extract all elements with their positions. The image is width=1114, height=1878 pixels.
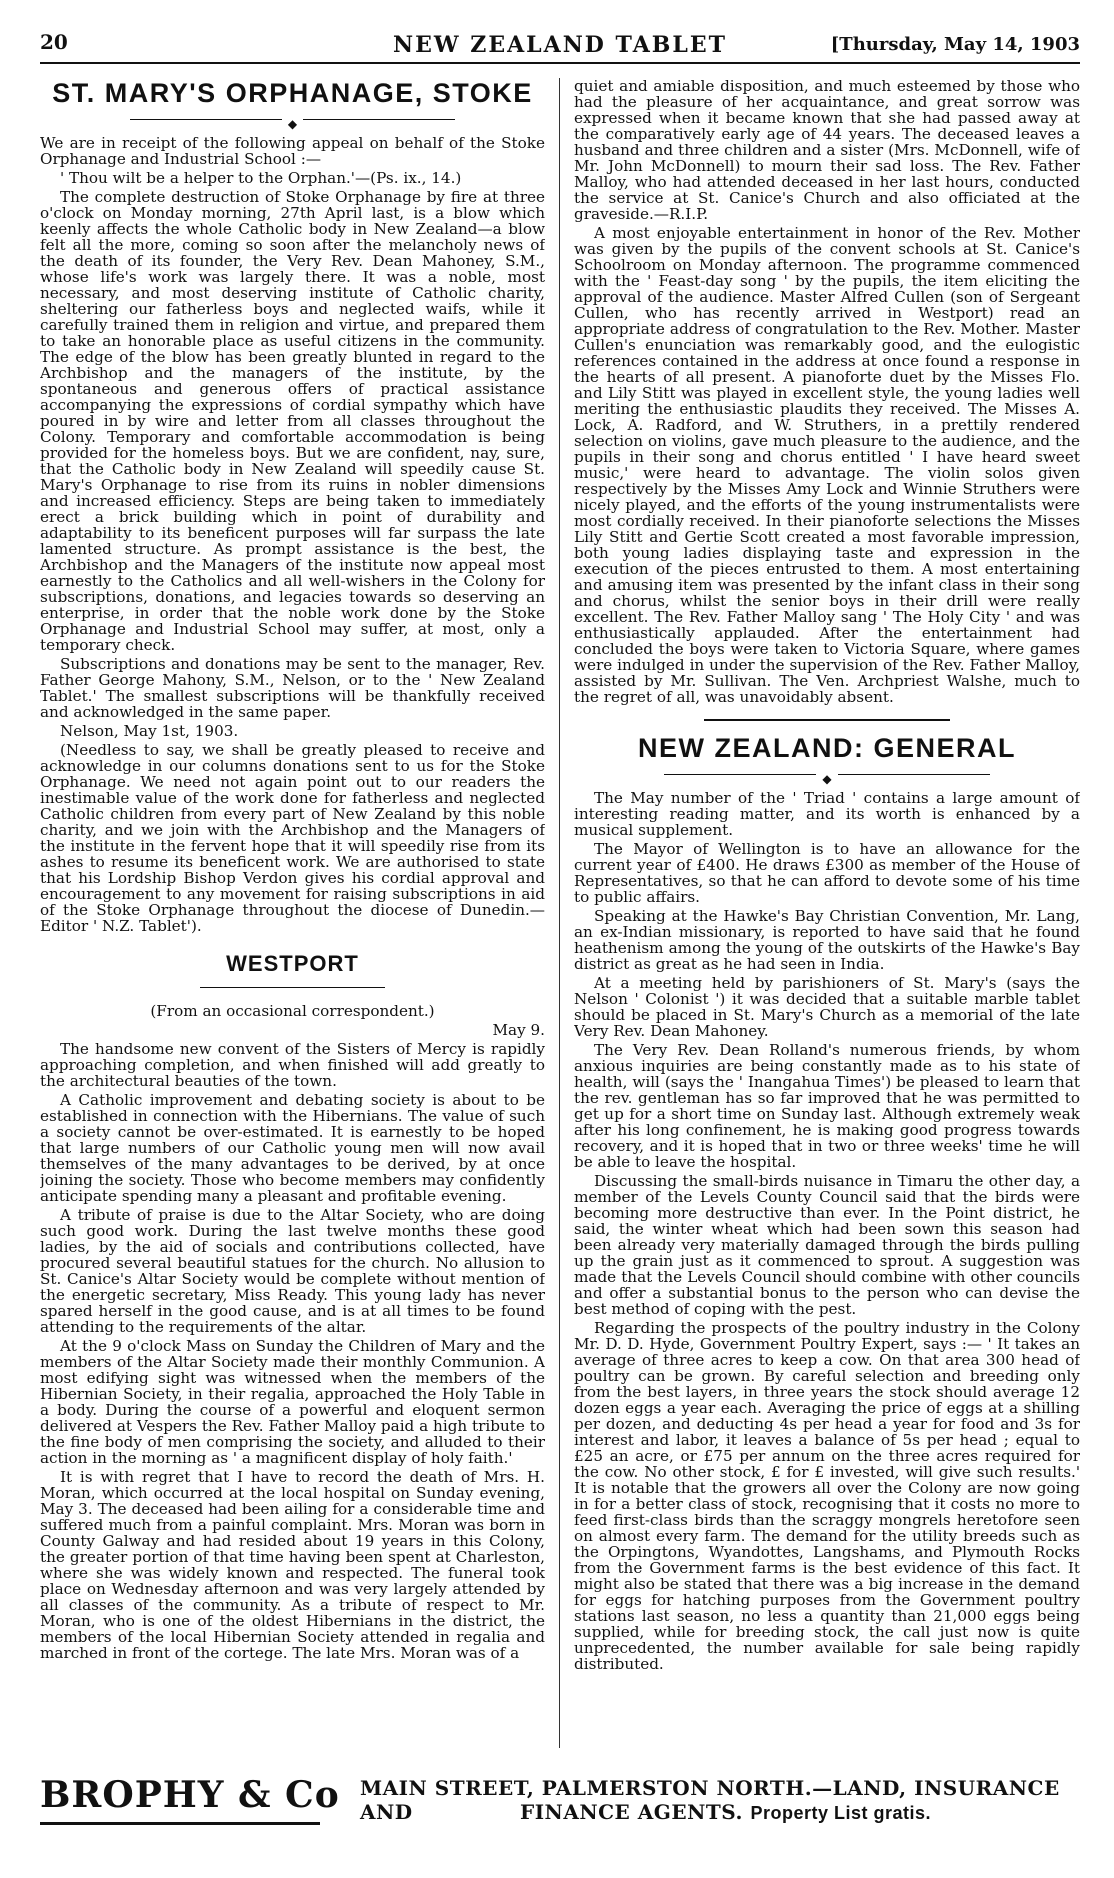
- heading-ornament: [40, 981, 545, 995]
- article-paragraph: It is with regret that I have to record the death of Mrs. H. Moran, which occurred at the local hospital on Sunday evening, May 3. The deceased had been ailing for a considerable time and suffered much from a painful complaint. Mrs. Moran was born in County Galway and had resided about 19 years in this Colony, the greater portion of that time having been spent at Charleston, where she was widely known and respected. The funeral took place on Wednesday afternoon and was very largely attended by all classes of the community. As a tribute of respect to Mr. Moran, who is one of the oldest Hibernians in the district, the members of the local Hibernian Society attended in regalia and marched in front of the cortege. The late Mrs. Moran was of a: [40, 1468, 545, 1662]
- diamond-icon: ◆: [816, 772, 837, 786]
- article-paragraph: A tribute of praise is due to the Altar Society, who are doing such good work. During the last twelve months these good ladies, by the aid of socials and contributions collected, have procured several beautiful statues for the church. No allusion to St. Canice's Altar Society would be complete without mention of the energetic secretary, Miss Ready. This young lady has never spared herself in the good cause, and is at all times to be found attending to the requirements of the altar.: [40, 1206, 545, 1336]
- article-paragraph: Speaking at the Hawke's Bay Christian Convention, Mr. Lang, an ex-Indian missionary, is reported to have said that he found heathenism among the young of the outskirts of the Hawke's Bay district as great as he had seen in India.: [574, 907, 1080, 973]
- article-dateline: Nelson, May 1st, 1903.: [60, 722, 239, 740]
- article-paragraph: At the 9 o'clock Mass on Sunday the Children of Mary and the members of the Altar Society made their monthly Communion. A most edifying sight was witnessed when the members of the Hibernian Society, in their regalia, approached the Holy Table in a body. During the course of a powerful and eloquent sermon delivered at Vespers the Rev. Father Malloy paid a high tribute to the fine body of men comprising the society, and alluded to their action in the morning as ' a magnificent display of holy faith.': [40, 1337, 545, 1467]
- issue-date: [Thursday, May 14, 1903: [830, 34, 1080, 55]
- scripture-quote: ' Thou wilt be a helper to the Orphan.'—(Ps. ix., 14.): [60, 169, 462, 187]
- advertiser-services: [520, 1800, 931, 1824]
- advertiser-address: MAIN STREET, PALMERSTON NORTH.—LAND, INSURANCE AND: [360, 1776, 1060, 1824]
- article-paragraph: Regarding the prospects of the poultry industry in the Colony Mr. D. D. Hyde, Government Poultry Expert, says :— ' It takes an average of three acres to keep a cow. On that area 300 head of poultry can be grown. By careful selection and breeding only from the best layers, in three years the stock should average 12 dozen eggs a year each. Averaging the price of eggs at a shilling per dozen, and deducting 4s per head a year for food and 3s for interest and labor, it leaves a balance of 5s per head ; equal to £25 an acre, or £75 per annum on the three acres required for the cow. No other stock, £ for £ invested, will give such results.' It is notable that the growers all over the Colony are now going in for a better class of stock, recognising that it costs no more to feed first-class birds than the scraggy mongrels heretofore seen on almost every farm. The demand for the utility breeds such as the Orpingtons, Wyandottes, Langshams, and Plymouth Rocks from the Government farms is the best evidence of this fact. It might also be stated that there was a big increase in the demand for eggs for hatching purposes from the Government poultry stations last season, no less a quantity than 21,000 eggs being supplied, while for breeding stock, the call just now is quite unprecedented, the number available for sale being rapidly distributed.: [574, 1319, 1080, 1673]
- left-column: [40, 78, 545, 1748]
- byline: (From an occasional correspondent.): [150, 1002, 435, 1020]
- article-paragraph: Discussing the small-birds nuisance in Timaru the other day, a member of the Levels County Council said that the birds were becoming more destructive than ever. In the Point district, he said, the winter wheat which had been sown this season had been already very materially damaged through the birds pulling up the grain just as it commenced to sprout. A suggestion was made that the Levels Council should combine with other councils and offer a substantial bonus to the person who can devise the best method of coping with the pest.: [574, 1172, 1080, 1318]
- article-paragraph: Subscriptions and donations may be sent to the manager, Rev. Father George Mahony, S.M., Nelson, or to the ' New Zealand Tablet.' The smallest subscriptions will be thankfully received and acknowledged in the same paper.: [40, 655, 545, 721]
- heading-ornament: [40, 113, 545, 131]
- article-paragraph: quiet and amiable disposition, and much esteemed by those who had the pleasure of her acquaintance, and great sorrow was expressed when it became known that she had passed away at the comparatively early age of 44 years. The deceased leaves a husband and three children and a sister (Mrs. McDonnell, wife of Mr. John McDonnell) to mourn their sad loss. The Rev. Father Malloy, who had attended deceased in her last hours, conducted the service at St. Canice's Church and also officiated at the graveside.—R.I.P.: [574, 78, 1080, 223]
- article-paragraph: The complete destruction of Stoke Orphanage by fire at three o'clock on Monday morning, 27th April last, is a blow which keenly affects the whole Catholic body in New Zealand—a blow felt all the more, coming so soon after the melancholy news of the death of its founder, the Very Rev. Dean Mahoney, S.M., whose life's work was largely there. It was a noble, most necessary, and most deserving institute of Catholic charity, sheltering our fatherless boys and neglected waifs, while it carefully trained them in religion and virtue, and prepared them to take an honorable place as useful citizens in the community. The edge of the blow has been greatly blunted in regard to the Archbishop and the managers of the institute, by the spontaneous and generous offers of practical assistance accompanying the expressions of cordial sympathy which have poured in by wire and letter from all classes throughout the Colony. Temporary and comfortable accommodation is being provided for the homeless boys. But we are confident, nay, sure, that the Catholic body in New Zealand will speedily cause St. Mary's Orphanage to rise from its ruins in nobler dimensions and increased efficiency. Steps are being taken to immediately erect a brick building which in point of durability and adaptability to its beneficent purposes will far surpass the late lamented structure. As prompt assistance is the best, the Archbishop and the Managers of the institute now appeal most earnestly to the Catholics and all well-wishers in the Colony for subscriptions, donations, and legacies towards so deserving an enterprise, in order that the noble work done by the Stoke Orphanage and Industrial School may suffer, at most, only a temporary check.: [40, 188, 545, 654]
- header-rule: [40, 62, 1080, 64]
- article-paragraph: The May number of the ' Triad ' contains a large amount of interesting reading matter, and its worth is enhanced by a musical supplement.: [574, 789, 1080, 839]
- right-column: [574, 78, 1080, 1748]
- column-divider: [559, 78, 560, 1748]
- article-paragraph: At a meeting held by parishioners of St. Mary's (says the Nelson ' Colonist ') it was decided that a suitable marble tablet should be placed in St. Mary's Church as a memorial of the late Very Rev. Dean Mahoney.: [574, 974, 1080, 1040]
- article-paragraph: The Very Rev. Dean Rolland's numerous friends, by whom anxious inquiries are being constantly made as to his state of health, will (says the ' Inangahua Times') be pleased to learn that the rev. gentleman has so far improved that he was permitted to get up for a short time on Sunday last. Although extremely weak after his long confinement, he is making good progress towards recovery, and it is hoped that in two or three weeks' time he will be able to leave the hospital.: [574, 1041, 1080, 1171]
- footer-advertisement: [40, 1770, 1080, 1860]
- article-paragraph: We are in receipt of the following appeal on behalf of the Stoke Orphanage and Industrial School :—: [40, 134, 545, 168]
- page-header: [40, 24, 1080, 64]
- article-heading-orphanage: ST. MARY'S ORPHANAGE, STOKE: [52, 78, 533, 108]
- advertiser-services-label: FINANCE AGENTS.: [520, 1800, 743, 1824]
- article-heading-nz-general: NEW ZEALAND: GENERAL: [638, 733, 1016, 763]
- article-dateline: May 9.: [492, 1021, 545, 1039]
- advertiser-name: BROPHY & Co: [40, 1774, 340, 1816]
- advertiser-offer: Property List gratis.: [750, 1803, 931, 1823]
- article-paragraph: The Mayor of Wellington is to have an allowance for the current year of £400. He draws £300 as member of the House of Representatives, so that he can afford to devote some of his time to public affairs.: [574, 840, 1080, 906]
- section-rule: [704, 719, 950, 721]
- diamond-icon: ◆: [282, 117, 303, 131]
- article-paragraph: The handsome new convent of the Sisters of Mercy is rapidly approaching completion, and when finished will add greatly to the architectural beauties of the town.: [40, 1040, 545, 1090]
- article-heading-westport: WESTPORT: [226, 951, 359, 976]
- advertiser-underline: [40, 1822, 320, 1825]
- page-number: 20: [40, 30, 68, 54]
- editor-note: (Needless to say, we shall be greatly pleased to receive and acknowledge in our columns donations sent to us for the Stoke Orphanage. We need not again point out to our readers the inestimable value of the work done for fatherless and neglected Catholic children from every part of New Zealand by this noble charity, and we join with the Archbishop and the Managers of the institute in the fervent hope that it will speedily rise from its ashes to resume its beneficent work. We are authorised to state that his Lordship Bishop Verdon gives his cordial approval and encouragement to any movement for raising subscriptions in aid of the Stoke Orphanage throughout the diocese of Dunedin.—Editor ' N.Z. Tablet').: [40, 741, 545, 935]
- masthead-title: NEW ZEALAND TABLET: [393, 32, 727, 58]
- article-paragraph: A Catholic improvement and debating society is about to be established in connection with the Hibernians. The value of such a society cannot be over-estimated. It is earnestly to be hoped that large numbers of our Catholic young men will now avail themselves of the many advantages to be derived, by at once joining the society. Those who become members may confidently anticipate spending many a pleasant and profitable evening.: [40, 1091, 545, 1205]
- heading-ornament: [574, 768, 1080, 786]
- article-paragraph: A most enjoyable entertainment in honor of the Rev. Mother was given by the pupils of the convent schools at St. Canice's Schoolroom on Monday afternoon. The programme commenced with the ' Feast-day song ' by the pupils, the item eliciting the approval of the audience. Master Alfred Cullen (son of Sergeant Cullen, who has recently arrived in Westport) read an appropriate address of congratulation to the Rev. Mother. Master Cullen's enunciation was remarkably good, and the eulogistic references contained in the address at once found a response in the hearts of all present. A pianoforte duet by the Misses Flo. and Lily Stitt was played in excellent style, the young ladies well meriting the enthusiastic plaudits they received. The Misses A. Lock, A. Radford, and W. Struthers, in a prettily rendered selection on violins, gave much pleasure to the audience, and the pupils in their song and chorus entitled ' I have heard sweet music,' were heard to advantage. The violin solos given respectively by the Misses Amy Lock and Winnie Struthers were nicely played, and the efforts of the young instrumentalists were most cordially received. In their pianoforte selections the Misses Lily Stitt and Gertie Scott created a most favorable impression, both young ladies displaying taste and expression in the execution of the pieces entrusted to them. A most entertaining and amusing item was presented by the infant class in their song and chorus, whilst the senior boys in their drill were really excellent. The Rev. Father Malloy sang ' The Holy City ' and was enthusiastically applauded. After the entertainment had concluded the boys were taken to Victoria Square, where games were indulged in under the supervision of the Rev. Father Malloy, assisted by Mr. Sullivan. The Ven. Archpriest Walshe, much to the regret of all, was unavoidably absent.: [574, 224, 1080, 706]
